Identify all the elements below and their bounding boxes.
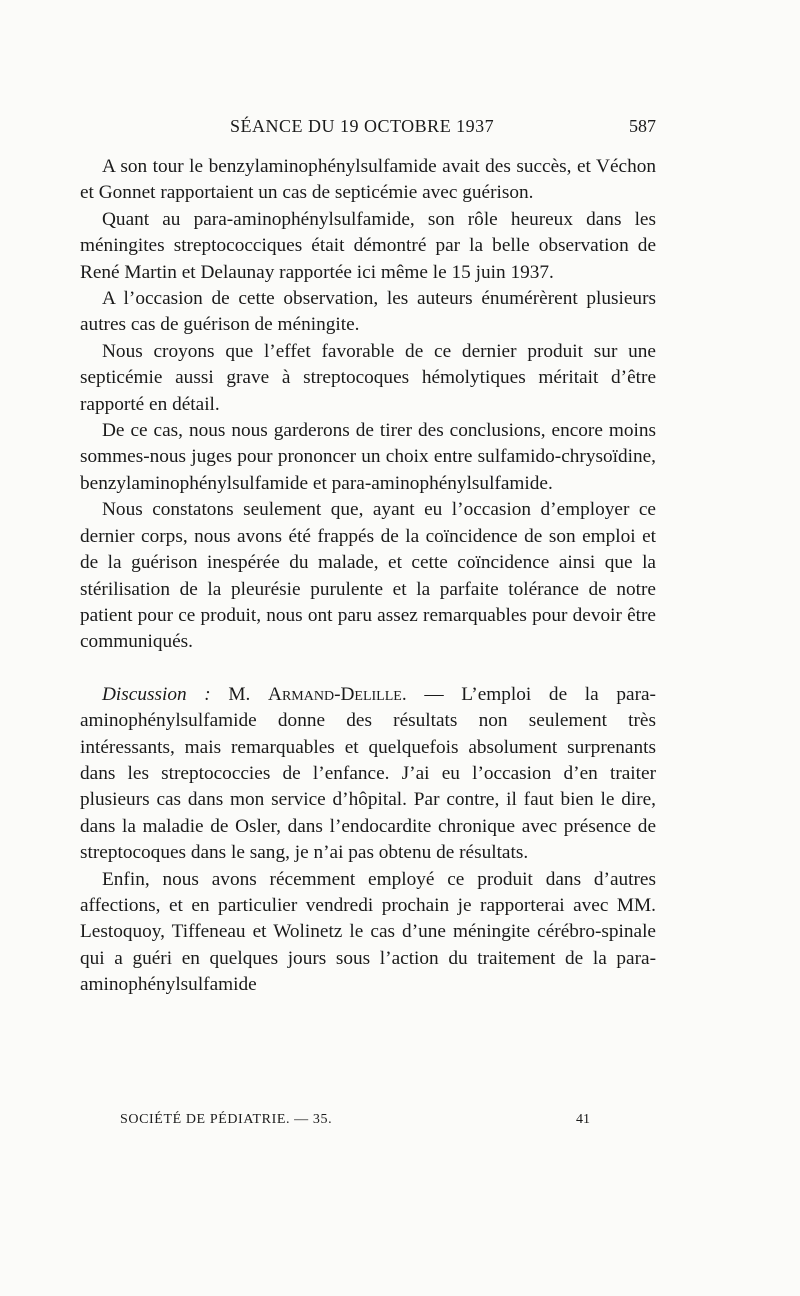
- paragraph: Quant au para-aminophénylsulfamide, son rôle heureux dans les méningites streptococciques était démontré par la belle observation de René Martin et Delaunay rapportée ici même le 15 juin 1937.: [80, 208, 656, 283]
- footer-sheet-number: 41: [576, 1112, 590, 1127]
- running-header: [80, 116, 656, 144]
- page-footer: [120, 1112, 600, 1136]
- discussion-paragraph: [80, 682, 656, 867]
- paragraph: A l’occasion de cette observation, les auteurs énumérèrent plusieurs autres cas de guérison de méningite.: [80, 288, 656, 336]
- paragraph: Enfin, nous avons récemment employé ce produit dans d’autres affections, et en particulier vendredi prochain je rapporterai avec MM. Lestoquoy, Tiffeneau et Wolinetz le cas d’une méningite cérébro-spinale qui a guéri en quelques jours sous l’action du traitement de la para-aminophénylsulfamide: [80, 868, 656, 996]
- discussion-text: — L’emploi de la para-aminophénylsulfamide donne des résultats non seulement très intéressants, mais remarquables et quelquefois absolument surprenants dans les streptococcies de l’enfance. J’ai eu l’occasion d’en traiter plusieurs cas dans mon service d’hôpital. Par contre, il faut bien le dire, dans la maladie de Osler, dans l’endocardite chronique avec présence de streptocoques dans le sang, je n’ai pas obtenu de résultats.: [80, 683, 656, 864]
- paragraph: Nous croyons que l’effet favorable de ce dernier produit sur une septicémie aussi grave à streptocoques hémolytiques méritait d’être rapporté en détail.: [80, 340, 656, 415]
- speaker-name: Armand-Delille.: [268, 683, 407, 705]
- paragraph: A son tour le benzylaminophénylsulfamide avait des succès, et Véchon et Gonnet rapportaient un cas de septicémie avec guérison.: [80, 156, 656, 204]
- page-number: 587: [629, 116, 656, 136]
- header-title: SÉANCE DU 19 OCTOBRE 1937: [230, 116, 495, 136]
- discussion-label: Discussion :: [102, 683, 211, 705]
- speaker-prefix: M.: [228, 683, 251, 705]
- footer-signature: SOCIÉTÉ DE PÉDIATRIE. — 35.: [120, 1112, 333, 1127]
- paragraph: Nous constatons seulement que, ayant eu l’occasion d’employer ce dernier corps, nous avons été frappés de la coïncidence de son emploi et de la guérison inespérée du malade, et cette coïncidence ainsi que la stérilisation de la pleurésie purulente et la parfaite tolérance de notre patient pour ce produit, nous ont paru assez remarquables pour devoir être communiqués.: [80, 499, 656, 653]
- body-text: [80, 154, 656, 999]
- paragraph: De ce cas, nous nous garderons de tirer des conclusions, encore moins sommes-nous juges pour prononcer un choix entre sulfamido-chrysoïdine, benzylaminophénylsulfamide et para-aminophénylsulfamide.: [80, 420, 656, 494]
